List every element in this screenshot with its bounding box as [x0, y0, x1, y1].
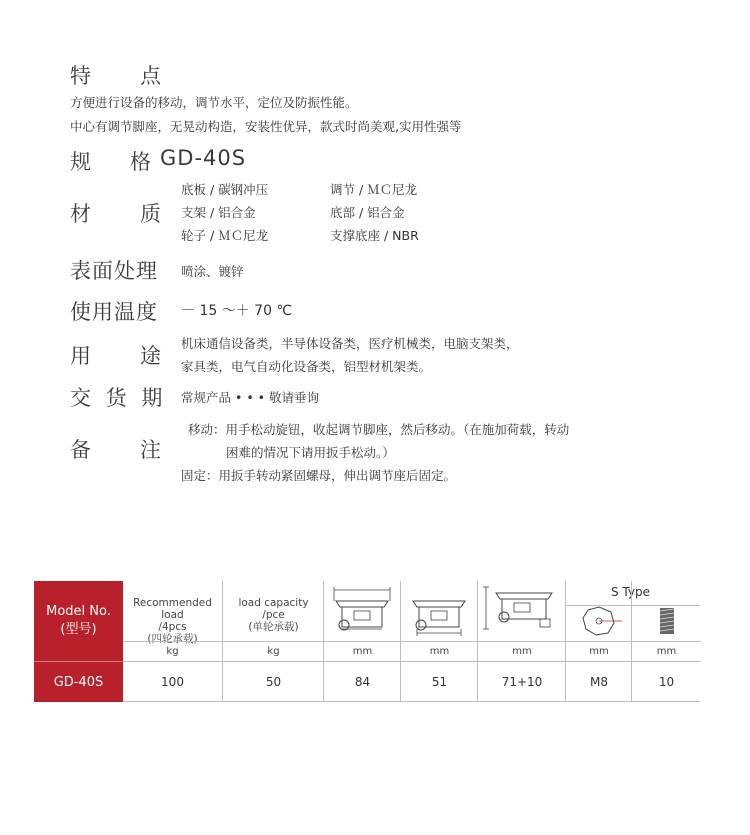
- surface-heading: 表面处理: [70, 259, 158, 283]
- dim-a-diagram: [324, 581, 401, 641]
- temperature-value: － 15 ～＋ 70 ℃: [181, 303, 293, 319]
- notes-line-2: 困难的情况下请用扳手松动。）: [226, 445, 395, 460]
- leveling-foot-width-diagram: [324, 581, 401, 641]
- dim-b-value: 51: [401, 661, 478, 703]
- threaded-stud-icon: [632, 581, 701, 641]
- load-capacity-column: [222, 581, 324, 702]
- load-capacity-per: /pce: [262, 609, 285, 621]
- usage-line-1: 机床通信设备类，半导体设备类，医疗机械类，电脑支架类，: [181, 336, 519, 351]
- dim-c-value: 71+10: [478, 661, 566, 703]
- dim-a-unit: mm: [324, 641, 401, 662]
- recommended-load-cn: (四轮承载): [147, 633, 198, 645]
- load-capacity-unit: kg: [223, 641, 324, 662]
- surface-value: 喷涂、镀锌: [181, 264, 244, 279]
- recommended-load-value: 100: [123, 661, 222, 703]
- material-right-2: 底部 / 铝合金: [330, 205, 405, 220]
- dim-a-value: 84: [324, 661, 401, 703]
- delivery-heading: 交 货 期: [70, 386, 167, 410]
- material-left-1: 底板 / 碳钢冲压: [181, 182, 269, 197]
- spec-value: GD-40S: [160, 146, 247, 170]
- s-type-label: S Type: [611, 585, 650, 599]
- thread-length-column: [631, 581, 701, 702]
- notes-line-3: 固定：用扳手转动紧固螺母，伸出调节座后固定。: [181, 468, 457, 483]
- dim-a-column: [323, 581, 401, 702]
- model-label-cn: (型号): [60, 622, 97, 637]
- load-capacity-label: load capacity: [238, 597, 309, 609]
- thread-length-diagram: [632, 581, 701, 641]
- dim-b-diagram: [401, 581, 478, 641]
- thread-length-value: 10: [632, 661, 701, 703]
- dim-b-unit: mm: [401, 641, 478, 662]
- model-value: GD-40S: [53, 674, 104, 690]
- spec-table: [34, 581, 700, 702]
- recommended-load-column: [123, 581, 222, 702]
- notes-line-1: 移动：用手松动旋钮，收起调节脚座，然后移动。（在施加荷载，转动: [188, 422, 570, 437]
- thread-value: M8: [566, 661, 632, 703]
- features-line-2: 中心有调节脚座，无晃动构造，安装性优异，款式时尚美观,实用性强等: [70, 119, 462, 134]
- recommended-load-per: /4pcs: [158, 621, 187, 633]
- material-right-1: 调节 / ＭＣ尼龙: [330, 182, 418, 197]
- recommended-load-label: Recommended load: [133, 597, 212, 621]
- leveling-foot-height-diagram: [478, 581, 566, 641]
- dim-c-diagram: [478, 581, 566, 641]
- delivery-value: 常规产品 • • • 敬请垂询: [181, 390, 320, 405]
- load-capacity-cn: (单轮承载): [248, 621, 299, 633]
- thread-column: [565, 581, 632, 702]
- load-capacity-value: 50: [223, 661, 324, 703]
- material-left-2: 支架 / 铝合金: [181, 205, 256, 220]
- model-header: [34, 581, 123, 662]
- thread-unit: mm: [566, 641, 632, 662]
- dim-c-unit: mm: [478, 641, 566, 662]
- temperature-heading: 使用温度: [70, 300, 158, 324]
- material-left-3: 轮子 / ＭＣ尼龙: [181, 228, 269, 243]
- material-right-3: 支撑底座 / NBR: [330, 228, 419, 243]
- dim-b-column: [400, 581, 478, 702]
- dim-c-column: [477, 581, 566, 702]
- usage-line-2: 家具类，电气自动化设备类，铝型材机架类。: [181, 359, 432, 374]
- features-line-1: 方便进行设备的移动，调节水平，定位及防振性能。: [70, 95, 358, 110]
- model-column: [34, 581, 123, 702]
- hex-nut-icon: [566, 581, 632, 641]
- thread-diagram: [566, 581, 632, 641]
- leveling-foot-depth-diagram: [401, 581, 478, 641]
- recommended-load-unit: kg: [123, 641, 222, 662]
- thread-length-unit: mm: [632, 641, 701, 662]
- model-label: Model No.: [46, 604, 111, 619]
